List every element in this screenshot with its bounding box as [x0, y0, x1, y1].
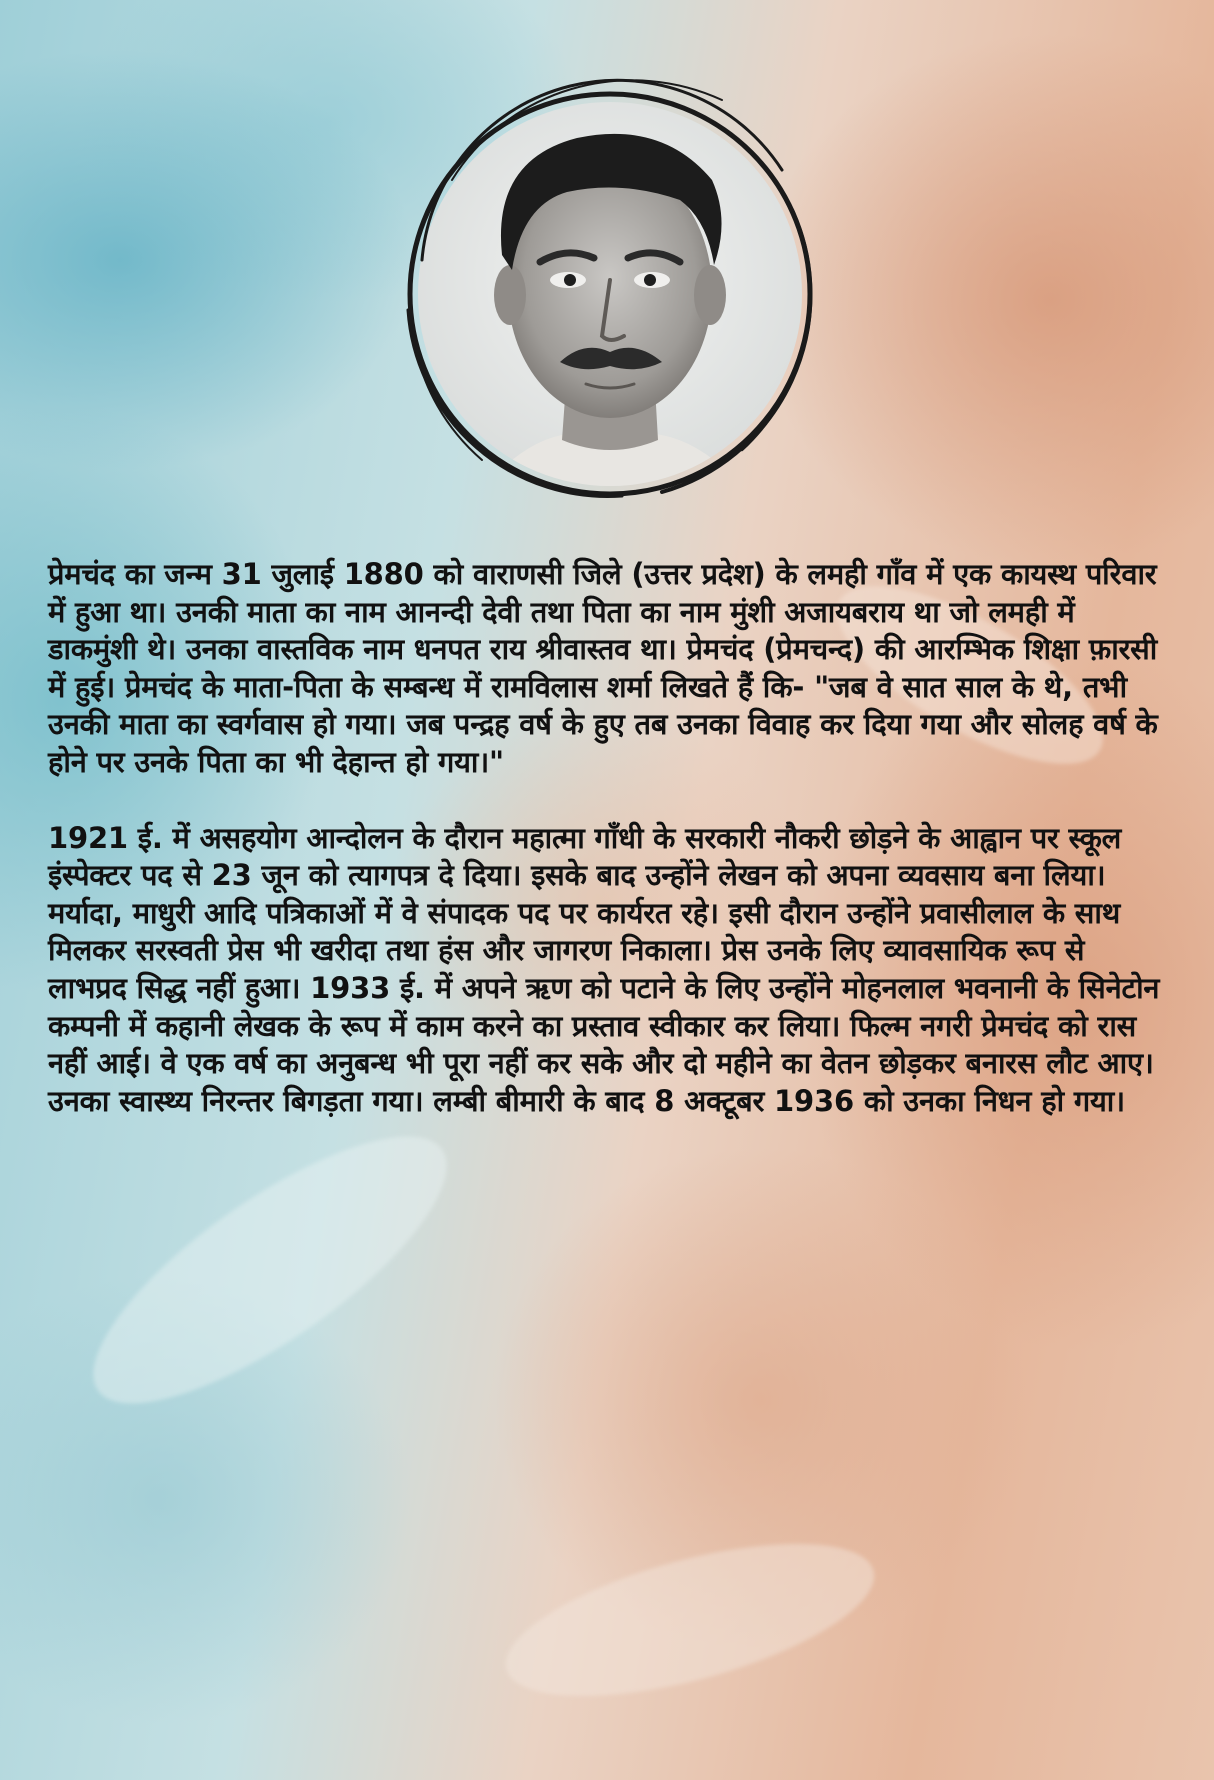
portrait-illustration	[362, 40, 852, 530]
watercolor-wash	[58, 1092, 482, 1448]
paragraph-early-life: प्रेमचंद का जन्म 31 जुलाई 1880 को वाराणसी जिले (उत्तर प्रदेश) के लमही गाँव में एक कायस्थ परिवार में हुआ था। उनकी माता का नाम आनन्दी देवी तथा पिता का नाम मुंशी अजायबराय था जो लमही में डाकमुंशी थे। उनका वास्तविक नाम धनपत राय श्रीवास्तव था। प्रेमचंद (प्रेमचन्द) की आरम्भिक शिक्षा फ़ारसी में हुई। प्रेमचंद के माता-पिता के सम्बन्ध में रामविलास शर्मा लिखते हैं कि- "जब वे सात साल के थे, तभी उनकी माता का स्वर्गवास हो गया। जब पन्द्रह वर्ष के हुए तब उनका विवाह कर दिया गया और सोलह वर्ष के होने पर उनके पिता का भी देहान्त हो गया।"	[48, 557, 1158, 779]
portrait-frame	[362, 40, 852, 530]
biography-text	[48, 556, 1168, 1120]
portrait-face	[494, 134, 726, 520]
paragraph-career: 1921 ई. में असहयोग आन्दोलन के दौरान महात्मा गाँधी के सरकारी नौकरी छोड़ने के आह्वान पर स्कूल इंस्पेक्टर पद से 23 जून को त्यागपत्र दे दिया। इसके बाद उन्होंने लेखन को अपना व्यवसाय बना लिया। मर्यादा, माधुरी आदि पत्रिकाओं में वे संपादक पद पर कार्यरत रहे। इसी दौरान उन्होंने प्रवासीलाल के साथ मिलकर सरस्वती प्रेस भी खरीदा तथा हंस और जागरण निकाला। प्रेस उनके लिए व्यावसायिक रूप से लाभप्रद सिद्ध नहीं हुआ। 1933 ई. में अपने ऋण को पटाने के लिए उन्होंने मोहनलाल भवनानी के सिनेटोन कम्पनी में कहानी लेखक के रूप में काम करने का प्रस्ताव स्वीकार कर लिया। फिल्म नगरी प्रेमचंद को रास नहीं आई। वे एक वर्ष का अनुबन्ध भी पूरा नहीं कर सके और दो महीने का वेतन छोड़कर बनारस लौट आए। उनका स्वास्थ्य निरन्तर बिगड़ता गया। लम्बी बीमारी के बाद 8 अक्टूबर 1936 को उनका निधन हो गया।	[48, 820, 1160, 1118]
watercolor-wash	[491, 1513, 889, 1727]
